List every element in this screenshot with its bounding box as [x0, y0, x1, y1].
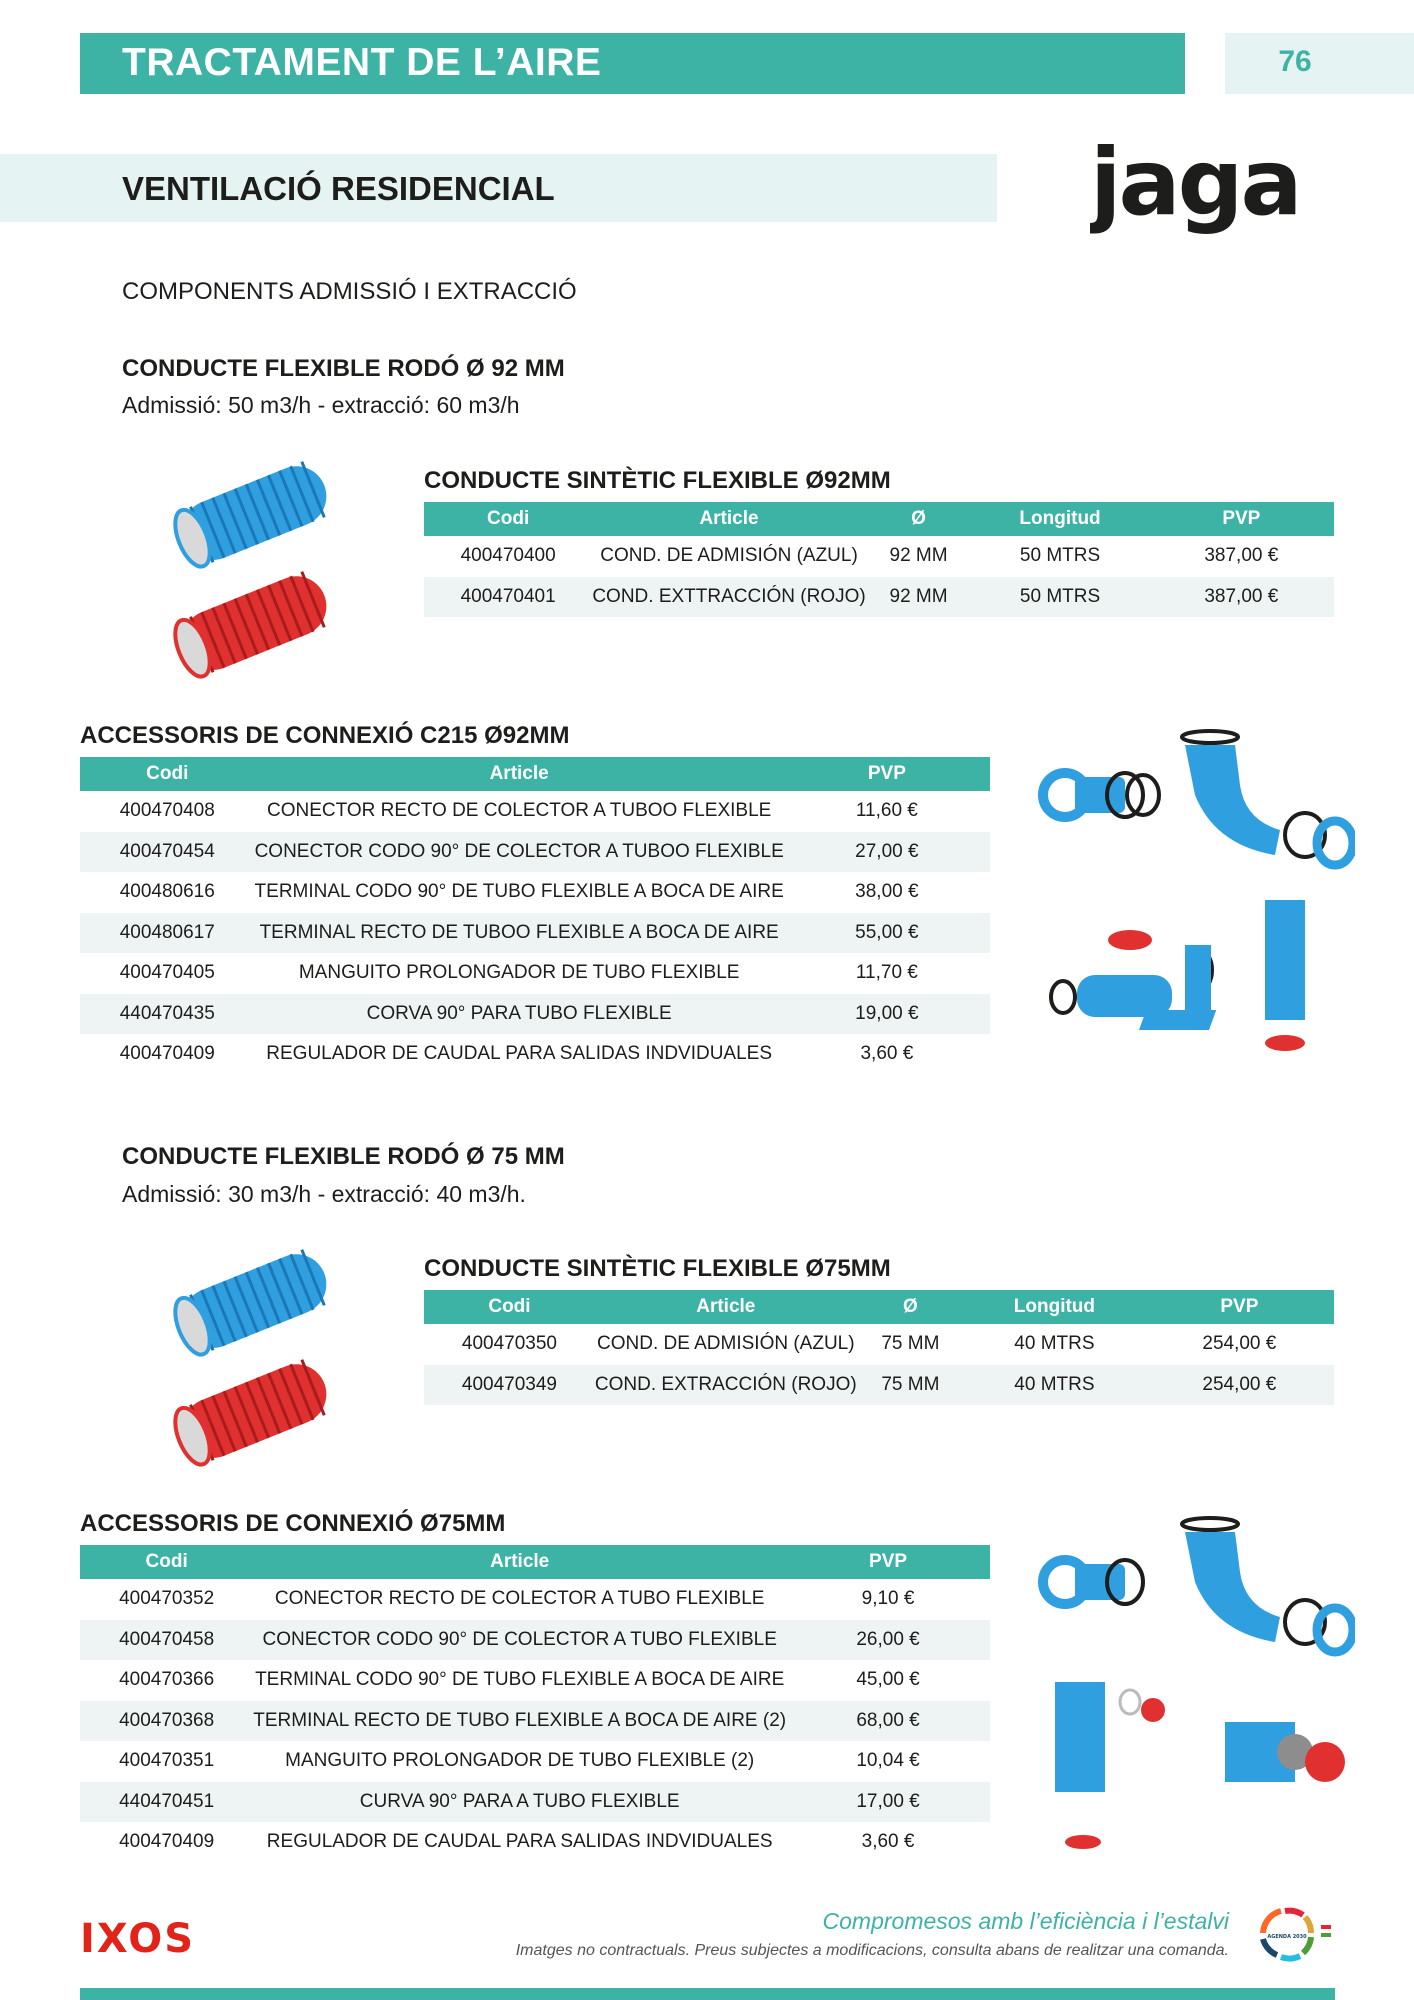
- cell-diameter: 75 MM: [857, 1365, 964, 1406]
- cell-code: 400470408: [119, 800, 215, 822]
- cell-price: 27,00 €: [784, 832, 990, 873]
- duct-75-table: [424, 1290, 1334, 1405]
- col-header: Article: [595, 1290, 857, 1324]
- flexible-duct-92-image: [160, 455, 340, 680]
- cell-code: 400480617: [80, 913, 255, 954]
- table-row: [80, 1034, 990, 1075]
- cell-article: COND. EXTRACCIÓN (ROJO): [595, 1365, 857, 1406]
- col-header: Ø: [857, 1290, 964, 1324]
- cell-article: MANGUITO PROLONGADOR DE TUBO FLEXIBLE (2): [285, 1750, 755, 1772]
- cell-article: CORVA 90° PARA TUBO FLEXIBLE: [255, 994, 784, 1035]
- cell-code: 400470409: [119, 1043, 215, 1065]
- ixos-logo: [80, 1918, 210, 1958]
- cell-length: 40 MTRS: [1014, 1333, 1095, 1355]
- table-row: [80, 913, 990, 954]
- cell-code: 400470350: [461, 1333, 557, 1355]
- col-header: Codi: [424, 1290, 595, 1324]
- duct-75-table-title: CONDUCTE SINTÈTIC FLEXIBLE Ø75MM: [424, 1255, 891, 1282]
- svg-text:AGENDA 2030: AGENDA 2030: [1267, 1934, 1307, 1940]
- table-header-row: [80, 757, 990, 791]
- table-row: [80, 953, 990, 994]
- cell-code: 400470458: [80, 1620, 253, 1661]
- cell-article: TERMINAL RECTO DE TUBO FLEXIBLE A BOCA DE AIRE (2): [253, 1701, 786, 1742]
- col-header: Codi: [80, 1545, 253, 1579]
- footer-line: [80, 1988, 1335, 2000]
- cell-article: CURVA 90° PARA A TUBO FLEXIBLE: [253, 1782, 786, 1823]
- table-row: [80, 994, 990, 1035]
- accessories-92-image: [1035, 725, 1355, 1055]
- page-header-title: TRACTAMENT DE L’AIRE: [122, 41, 602, 84]
- col-header: Longitud: [964, 1290, 1145, 1324]
- table-row: [80, 1741, 990, 1782]
- cell-code: 440470435: [80, 994, 255, 1035]
- cell-article: REGULADOR DE CAUDAL PARA SALIDAS INDVIDUALES: [266, 1043, 773, 1065]
- cell-code: 400470349: [424, 1365, 595, 1406]
- cell-article: TERMINAL CODO 90° DE TUBO FLEXIBLE A BOCA DE AIRE: [255, 1669, 785, 1691]
- cell-diameter: 92 MM: [889, 545, 948, 567]
- cell-length: 50 MTRS: [1019, 545, 1101, 567]
- table-row: [80, 1660, 990, 1701]
- table-row: [424, 1365, 1334, 1406]
- cell-length: 40 MTRS: [964, 1365, 1145, 1406]
- cell-code: 400470405: [119, 962, 215, 984]
- accessories-92-table-title: ACCESSORIS DE CONNEXIÓ C215 Ø92MM: [80, 722, 570, 749]
- table-row: [80, 1822, 990, 1863]
- cell-article: CONECTOR RECTO DE COLECTOR A TUBOO FLEXIBLE: [266, 800, 772, 822]
- table-row: [80, 1579, 990, 1620]
- cell-price: 11,60 €: [855, 800, 918, 822]
- cell-code: 440470451: [80, 1782, 253, 1823]
- col-header: PVP: [1149, 502, 1334, 536]
- table-row: [80, 1620, 990, 1661]
- col-header: PVP: [1145, 1290, 1334, 1324]
- table-header-row: [80, 1545, 990, 1579]
- col-header: Ø: [866, 502, 972, 536]
- cell-price: 19,00 €: [784, 994, 990, 1035]
- section-bar: [0, 154, 997, 222]
- cell-article: MANGUITO PROLONGADOR DE TUBO FLEXIBLE: [298, 962, 740, 984]
- col-header: Codi: [80, 757, 255, 791]
- accessories-75-table: [80, 1545, 990, 1863]
- product-75-title: CONDUCTE FLEXIBLE RODÓ Ø 75 MM: [122, 1143, 565, 1170]
- cell-article: CONECTOR CODO 90° DE COLECTOR A TUBOO FLEXIBLE: [255, 832, 784, 873]
- accessories-92-table: [80, 757, 990, 1075]
- cell-code: 400470409: [119, 1831, 215, 1853]
- components-subtitle: COMPONENTS ADMISSIÓ I EXTRACCIÓ: [122, 278, 577, 305]
- table-row: [424, 536, 1334, 577]
- cell-article: TERMINAL RECTO DE TUBOO FLEXIBLE A BOCA DE AIRE: [255, 913, 784, 954]
- duct-92-table-title: CONDUCTE SINTÈTIC FLEXIBLE Ø92MM: [424, 467, 891, 494]
- cell-price: 45,00 €: [856, 1669, 920, 1691]
- table-row: [80, 872, 990, 913]
- cell-code: 400470454: [80, 832, 255, 873]
- cell-article: CONECTOR CODO 90° DE COLECTOR A TUBO FLEXIBLE: [253, 1620, 786, 1661]
- header-bar: [80, 33, 1185, 94]
- cell-article: COND. EXTTRACCIÓN (ROJO): [592, 577, 865, 618]
- product-75-desc: Admissió: 30 m3/h - extracció: 40 m3/h.: [122, 1181, 526, 1207]
- table-row: [424, 577, 1334, 618]
- agenda-2030-badge: [1255, 1905, 1335, 1965]
- accessories-75-table-title: ACCESSORIS DE CONNEXIÓ Ø75MM: [80, 1510, 506, 1537]
- cell-price: 38,00 €: [855, 881, 919, 903]
- col-header: Article: [255, 757, 784, 791]
- cell-price: 387,00 €: [1149, 577, 1334, 618]
- cell-price: 10,04 €: [856, 1750, 920, 1772]
- table-row: [424, 1324, 1334, 1365]
- cell-article: CONECTOR RECTO DE COLECTOR A TUBO FLEXIBLE: [274, 1588, 765, 1610]
- cell-article: COND. DE ADMISIÓN (AZUL): [600, 545, 858, 567]
- col-header: PVP: [786, 1545, 990, 1579]
- cell-article: REGULADOR DE CAUDAL PARA SALIDAS INDVIDUALES: [266, 1831, 773, 1853]
- cell-price: 17,00 €: [786, 1782, 990, 1823]
- table-row: [80, 832, 990, 873]
- cell-price: 11,70 €: [855, 962, 918, 984]
- product-92-title: CONDUCTE FLEXIBLE RODÓ Ø 92 MM: [122, 355, 565, 382]
- accessories-75-image: [1035, 1512, 1355, 1857]
- cell-price: 68,00 €: [786, 1701, 990, 1742]
- flexible-duct-75-image: [160, 1243, 340, 1468]
- cell-code: 400470401: [424, 577, 592, 618]
- table-row: [80, 791, 990, 832]
- cell-article: COND. DE ADMISIÓN (AZUL): [597, 1333, 855, 1355]
- footer-tagline: Compromesos amb l’eficiència i l’estalvi: [822, 1908, 1229, 1934]
- cell-length: 50 MTRS: [971, 577, 1148, 618]
- section-title: VENTILACIÓ RESIDENCIAL: [122, 170, 555, 207]
- page-number-box: [1225, 33, 1414, 94]
- cell-code: 400470352: [119, 1588, 215, 1610]
- table-header-row: [424, 1290, 1334, 1324]
- cell-price: 55,00 €: [784, 913, 990, 954]
- cell-article: TERMINAL CODO 90° DE TUBO FLEXIBLE A BOCA DE AIRE: [254, 881, 784, 903]
- cell-code: 400470351: [119, 1750, 215, 1772]
- cell-price: 3,60 €: [860, 1043, 914, 1065]
- cell-code: 400470400: [460, 545, 556, 567]
- cell-price: 3,60 €: [861, 1831, 915, 1853]
- col-header: Codi: [424, 502, 592, 536]
- page-number: 76: [1278, 45, 1312, 78]
- svg-text:IXOS: IXOS: [80, 1918, 196, 1958]
- cell-price: 26,00 €: [786, 1620, 990, 1661]
- cell-price: 387,00 €: [1204, 545, 1279, 567]
- cell-code: 400470368: [80, 1701, 253, 1742]
- cell-price: 9,10 €: [861, 1588, 915, 1610]
- table-row: [80, 1782, 990, 1823]
- svg-text:jaga: jaga: [1090, 142, 1300, 236]
- cell-code: 400470366: [119, 1669, 215, 1691]
- product-92-desc: Admissió: 50 m3/h - extracció: 60 m3/h: [122, 392, 520, 418]
- footer-disclaimer: Imatges no contractuals. Preus subjectes a modificacions, consulta abans de realitzar una comanda.: [515, 1942, 1229, 1959]
- col-header: Article: [253, 1545, 786, 1579]
- table-row: [80, 1701, 990, 1742]
- table-header-row: [424, 502, 1334, 536]
- col-header: PVP: [784, 757, 990, 791]
- cell-diameter: 75 MM: [881, 1333, 940, 1355]
- cell-diameter: 92 MM: [866, 577, 972, 618]
- cell-price: 254,00 €: [1145, 1365, 1334, 1406]
- col-header: Longitud: [971, 502, 1148, 536]
- cell-price: 254,00 €: [1202, 1333, 1277, 1355]
- col-header: Article: [592, 502, 865, 536]
- jaga-logo: [1090, 142, 1316, 242]
- duct-92-table: [424, 502, 1334, 617]
- cell-code: 400480616: [119, 881, 215, 903]
